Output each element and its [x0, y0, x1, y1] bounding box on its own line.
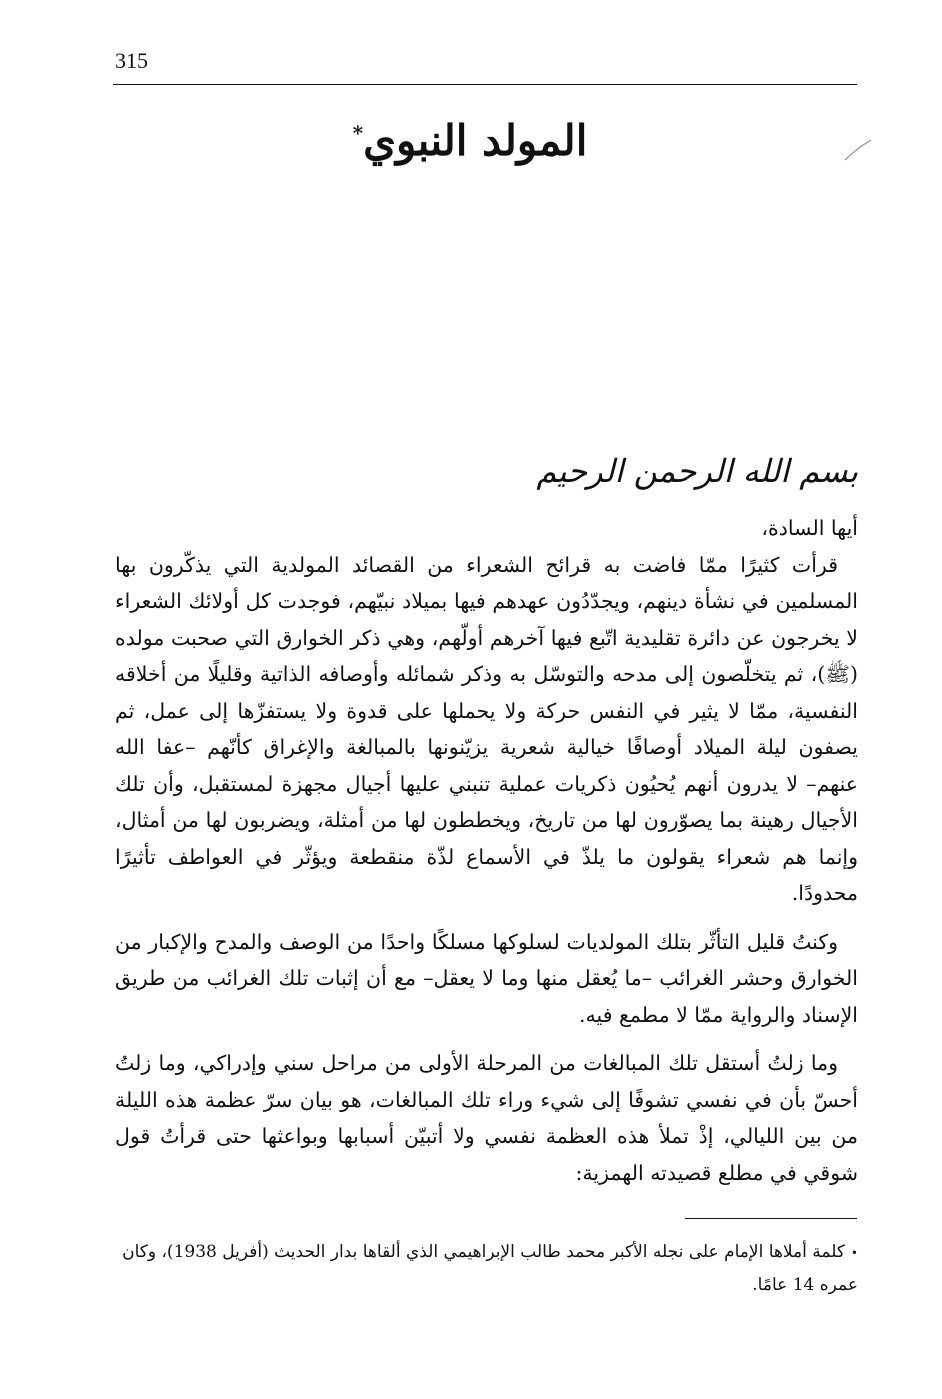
- body-text: [115, 510, 858, 1191]
- basmala: بسم الله الرحمن الرحيم: [536, 452, 858, 490]
- paragraph-1: قرأت كثيرًا ممّا فاضت به قرائح الشعراء من القصائد المولدية التي يذكّرون بها المسلمين في نشأة دينهم، ويجدّدُون عهدهم فيها بميلاد نبيّهم، فوجدت كل أولائك الشعراء لا يخرجون عن دائرة تقليدية اتّبع فيها آخرهم أولّهم، وهي ذكر الخوارق التي صحبت مولده (ﷺ)، ثم يتخلّصون إلى مدحه والتوسّل به وذكر شمائله وأوصافه الذاتية وقليلًا من أخلاقه النفسية، ممّا لا يثير في النفس حركة ولا يحملها على قدوة ولا يستفزّها إلى عمل، ثم يصفون ليلة الميلاد أوصافًا خيالية شعرية يزيّنونها بالمبالغة والإغراق كأنّهم –عفا الله عنهم– لا يدرون أنهم يُحيُون ذكريات عملية تنبني عليها أجيال مجهزة لمستقبل، وأن تلك الأجيال رهينة بما يصوّرون لها من تاريخ، ويخططون لها من أمثلة، ويضربون لها من أمثال، وإنما هم شعراء يقولون ما يلذّ في الأسماع لذّة منقطعة ويؤثّر في العواطف تأثيرًا محدودًا.: [115, 552, 858, 905]
- footnote-text: كلمة أملاها الإمام على نجله الأكبر محمد طالب الإبراهيمي الذي ألقاها بدار الحديث (أفريل 1938)، وكان عمره 14 عامًا.: [122, 1242, 858, 1295]
- header-rule: [113, 84, 857, 85]
- page-number: 315: [115, 48, 148, 73]
- footnote-rule: [685, 1218, 857, 1219]
- paragraph-3: وما زلتُ أستقل تلك المبالغات من المرحلة الأولى من مراحل سني وإدراكي، وما زلتُ أحسّ بأن في نفسي تشوفًا إلى شيء وراء تلك المبالغات، هو بيان سرّ عظمة هذه الليلة من بين الليالي، إذْ تملأ هذه العظمة نفسي ولا أتبيّن أسبابها وبواعثها حتى قرأتُ قول شوقي في مطلع قصيدته الهمزية:: [115, 1051, 858, 1185]
- paragraph-2: وكنتُ قليل التأثّر بتلك المولديات لسلوكها مسلكًا واحدًا من الوصف والمدح والإكبار من الخوارق وحشر الغرائب –ما يُعقل منها وما لا يعقل– مع أن إثبات تلك الغرائب من طريق الإسناد والرواية ممّا لا مطمع فيه.: [115, 929, 858, 1027]
- footnote: [118, 1236, 858, 1301]
- title-footnote-mark: *: [352, 121, 364, 145]
- footnote-marker: •: [850, 1245, 858, 1260]
- chapter-title: [240, 116, 700, 165]
- margin-pen-mark: [843, 138, 873, 162]
- salutation: أيها السادة،: [761, 516, 858, 540]
- chapter-title-text: المولد النبوي: [363, 116, 588, 165]
